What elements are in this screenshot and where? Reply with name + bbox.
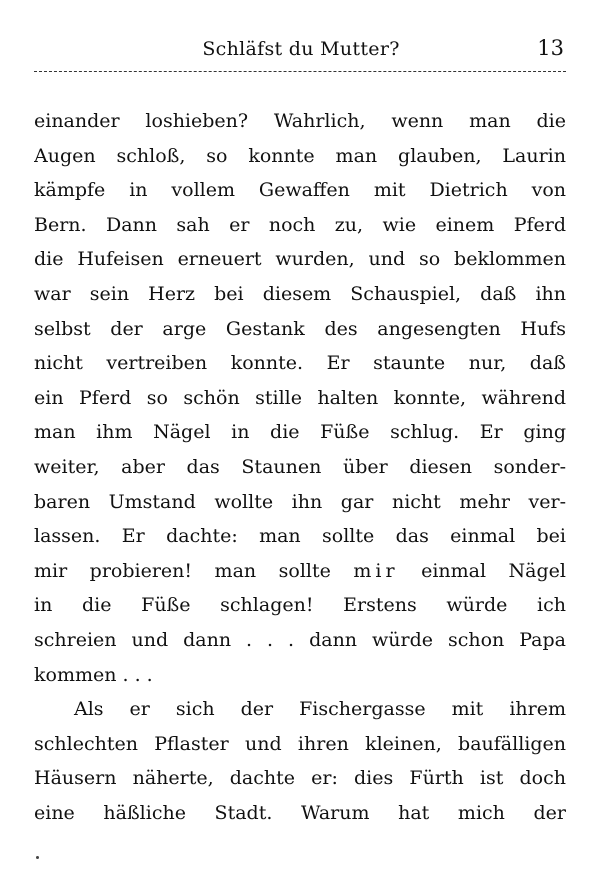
text-line: Häusern näherte, dachte er: dies Fürth ist doch: [34, 767, 566, 790]
header-rule: [34, 71, 566, 72]
text-line: war sein Herz bei diesem Schauspiel, daß ihn: [34, 282, 566, 305]
text-segment: einmal Nägel: [421, 559, 566, 582]
text-line: einander loshieben? Wahrlich, wenn man die: [34, 110, 566, 132]
text-line: Bern. Dann sah er noch zu, wie einem Pferd: [34, 213, 566, 236]
text-line-with-emphasis: [34, 554, 566, 589]
text-line: die Hufeisen erneuert wurden, und so beklommen: [34, 248, 566, 271]
text-line: man ihm Nägel in die Füße schlug. Er ging: [34, 421, 566, 444]
print-speck: [36, 856, 39, 859]
text-segment: mir probieren! man sollte: [34, 559, 331, 582]
text-line: eine häßliche Stadt. Warum hat mich der: [34, 801, 566, 824]
text-line: schlechten Pflaster und ihren kleinen, baufälligen: [34, 732, 566, 755]
text-line: lassen. Er dachte: man sollte das einmal bei: [34, 525, 566, 548]
text-line: kommen . . .: [34, 663, 153, 686]
text-line: kämpfe in vollem Gewaffen mit Dietrich von: [34, 179, 566, 202]
text-line: nicht vertreiben konnte. Er staunte nur, daß: [34, 352, 566, 375]
page-number: 13: [537, 36, 564, 60]
emphasized-word: mir: [353, 559, 399, 582]
text-line: schreien und dann . . . dann würde schon Papa: [34, 628, 566, 651]
text-line: weiter, aber das Staunen über diesen sonder-: [34, 455, 566, 478]
running-title: Schläfst du Mutter?: [202, 38, 400, 60]
text-line: selbst der arge Gestank des angesengten Hufs: [34, 317, 566, 340]
text-line: baren Umstand wollte ihn gar nicht mehr ver-: [34, 490, 566, 513]
text-line: ein Pferd so schön stille halten konnte, während: [34, 386, 566, 409]
body-text: [34, 104, 566, 830]
text-line: Augen schloß, so konnte man glauben, Laurin: [34, 144, 566, 167]
paragraph-first-line: Als er sich der Fischergasse mit ihrem: [74, 698, 566, 721]
text-line: in die Füße schlagen! Erstens würde ich: [34, 594, 566, 617]
